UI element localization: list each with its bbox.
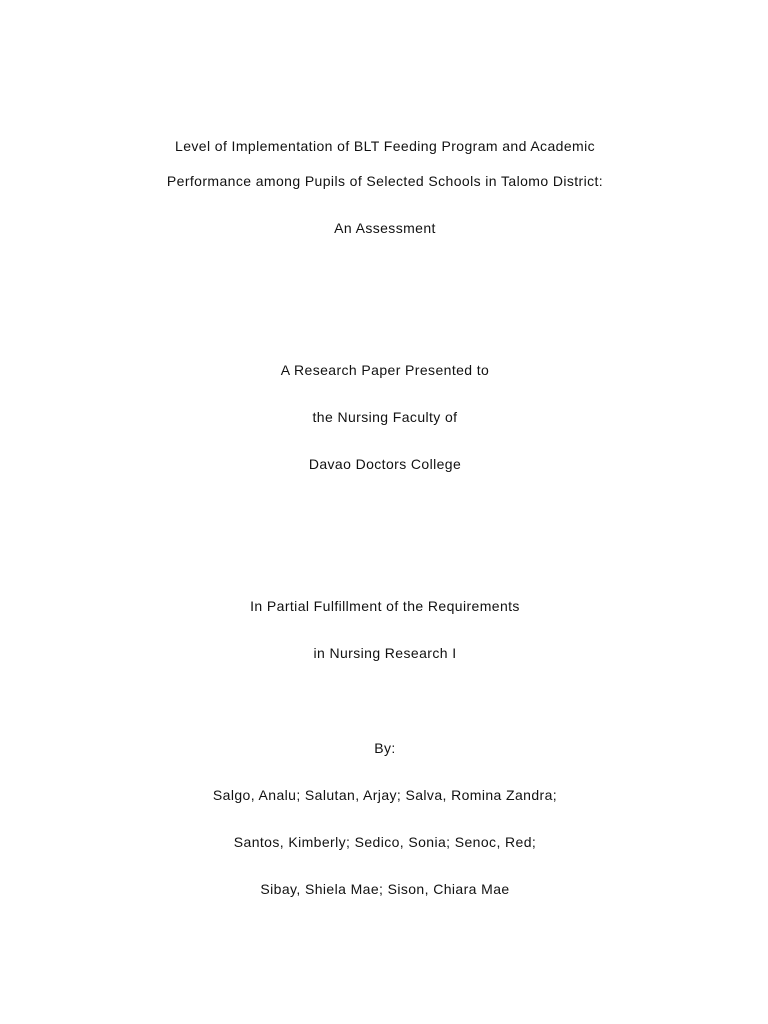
title-line-2: Performance among Pupils of Selected Schools in Talomo District: (166, 173, 604, 189)
college-line: Davao Doctors College (308, 456, 462, 472)
title-line-1: Level of Implementation of BLT Feeding Program and Academic (175, 138, 595, 154)
fulfillment-line-1: In Partial Fulfillment of the Requirements (250, 598, 520, 614)
fulfillment-line-2: in Nursing Research I (313, 645, 457, 661)
faculty-line: the Nursing Faculty of (312, 409, 458, 425)
authors-line-1: Salgo, Analu; Salutan, Arjay; Salva, Romina Zandra; (212, 787, 558, 803)
by-label: By: (374, 740, 396, 756)
authors-line-2: Santos, Kimberly; Sedico, Sonia; Senoc, Red; (233, 834, 537, 850)
presented-to-line: A Research Paper Presented to (280, 362, 490, 378)
authors-line-3: Sibay, Shiela Mae; Sison, Chiara Mae (260, 881, 510, 897)
title-line-3: An Assessment (334, 220, 436, 236)
